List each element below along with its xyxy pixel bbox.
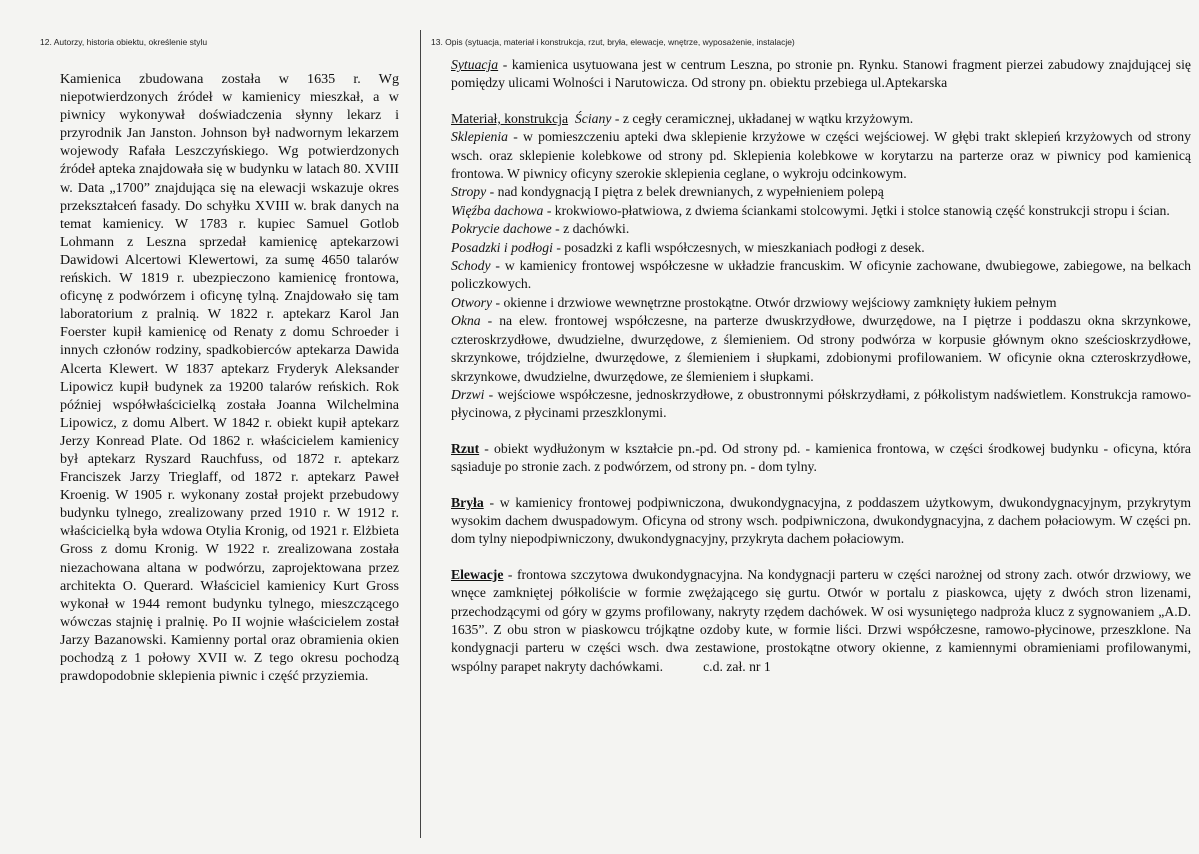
description-header: 13. Opis (sytuacja, materiał i konstrukcja, rzut, bryła, elewacje, wnętrze, wyposażenie, instalacje) [431, 37, 795, 47]
description-body [426, 56, 1191, 676]
material-label: Materiał, konstrukcja [451, 110, 569, 126]
rzut-text: - obiekt wydłużonym w kształcie pn.-pd. Od strony pd. - kamienica frontowa, w części środkowej budynku - oficyna, która sąsiaduje po stronie zach. z podwórzem, od strony pn. - dom tylny. [451, 440, 1191, 475]
schody-label: Schody [451, 258, 491, 274]
description-column [426, 30, 1195, 676]
otwory-label: Otwory [451, 294, 493, 310]
wiezba-text: - krokwiowo-płatwiowa, z dwiema ściankami stolcowymi. Jętki i stolce stanowią część konstrukcji stropu i ścian. [543, 202, 1170, 218]
section-elewacje [451, 566, 1191, 676]
elewacje-label: Elewacje [451, 566, 504, 582]
stropy-text: - nad kondygnacją I piętra z belek drewnianych, z wypełnieniem polepą [486, 184, 884, 200]
document-page [40, 30, 1195, 830]
otwory-text: - okienne i drzwiowe wewnętrzne prostokątne. Otwór drzwiowy wejściowy zamknięty łukiem pełnym [492, 294, 1057, 310]
history-column [40, 30, 408, 685]
elewacje-text: - frontowa szczytowa dwukondygnacyjna. Na kondygnacji parteru w części narożnej od strony zach. otwór drzwiowy, we wnęce zamkniętej półkoliście w formie zwężającego się gurtu. Otwór w portalu z piaskowca, ujęty z dwóch stron lizenami, przechodzącymi od góry w gzyms profilowany, nakryty rzędem dachówek. W osi wysuniętego nadproża klucz z sygnowaniem „A.D. 1635”. Z obu stron w piaskowcu trójkątne ozdoby kute, w formie liści. Drzwi współczesne, ramowo-płycinowe, przeszklone. Na kondygnacji parteru w części wsch. dwa zestawione, prostokątne otwory okienne, z kamiennymi obramieniami profilowanymi, wspólny parapet nakryty dachówkami. [451, 566, 1191, 674]
section-bryla [451, 494, 1191, 549]
stropy-label: Stropy [451, 184, 487, 200]
drzwi-text: - wejściowe współczesne, jednoskrzydłowe, z obustronnymi półskrzydłami, z półkolistym nadświetlem. Konstrukcja ramowo-płycinowa, z płycinami przeszklonymi. [451, 386, 1191, 421]
column-divider [420, 30, 421, 838]
sklepienia-text: - w pomieszczeniu apteki dwa sklepienie krzyżowe w części wejściowej. W głębi trakt sklepień krzyżowych od strony wsch. oraz sklepienie kolebkowe od strony pd. Sklepienia kolebkowe w korytarzu na parterze oraz w piwnicy pod kamienicą frontowa. W piwnicy oficyny szerokie sklepienia ceglane, o wykroju odcinkowym. [451, 129, 1191, 182]
sytuacja-text: - kamienica usytuowana jest w centrum Leszna, po stronie pn. Rynku. Stanowi fragment pierzei zabudowy znajdującej się pomiędzy ulicami Wolności i Narutowicza. Od strony pn. obiektu przebiega ul.Aptekarska [451, 57, 1191, 91]
sciany-label: Ściany [574, 110, 612, 126]
wiezba-label: Więźba dachowa [451, 202, 544, 218]
section-sytuacja [451, 56, 1191, 93]
section-material [451, 110, 1191, 423]
sytuacja-label: Sytuacja [451, 57, 499, 72]
pokrycie-text: - z dachówki. [551, 221, 630, 237]
bryla-label: Bryła [451, 494, 484, 510]
posadzki-text: - posadzki z kafli współczesnych, w mieszkaniach podłogi z desek. [552, 239, 925, 255]
posadzki-label: Posadzki i podłogi [451, 239, 553, 255]
continued-note: c.d. zał. nr 1 [703, 658, 771, 674]
sciany-text: - z cegły ceramicznej, układanej w wątku krzyżowym. [611, 110, 914, 126]
drzwi-label: Drzwi [451, 386, 485, 402]
bryla-text: - w kamienicy frontowej podpiwniczona, dwukondygnacyjna, z poddaszem użytkowym, dwukondygnacyjnym, przykrytym wysokim dachem dwuspadowym. Oficyna od strony wsch. podpiwniczona, dwukondygnacyjna, z dachem połaciowym. W części pn. dom tylny niepodpiwniczony, dwukondygnacyjny, przykryta dachem połaciowym. [451, 494, 1191, 547]
rzut-label: Rzut [451, 440, 480, 456]
pokrycie-label: Pokrycie dachowe [451, 221, 552, 237]
history-header: 12. Autorzy, historia obiektu, określenie stylu [40, 37, 208, 47]
okna-label: Okna [451, 313, 481, 329]
history-text: Kamienica zbudowana została w 1635 r. Wg niepotwierdzonych źródeł w kamienicy mieszkał, a w piwnicy wykonywał doświadczenia słynny lekarz i przyrodnik Jan Janston. Johnson był nadwornym lekarzem wojewody Rafała Leszczyńskiego. Wg potwierdzonych źródeł apteka znajdowała się w budynku w latach 80. XVIII w. Data „1700” znajdująca się na elewacji wskazuje okres przekształceń fasady. Do schyłku XVIII w. brak danych na temat kamienicy. W 1783 r. kupiec Samuel Gotlob Lohmann z Leszna sprzedał kamienicę aptekarzowi Dawidowi Alcertowi Klewertowi, za sumę 4650 talarów reńskich. W 1819 r. ubezpieczono kamienicę frontowa, oficynę z podwórzem i oficynę tylną. Znajdowało się tam laboratorium z pralnią. W 1822 r. aptekarz Karol Jan Foerster kupił kamienicę od Renaty z domu Schroeder i innych członów rodziny, spadkobierców aptekarza Dawida Alcerta Klewert. W 1837 aptekarz Fryderyk Aleksander Lipowicz kupił budynek za 19200 talarów reńskich. Rok później współwłaścicielką została Joanna Wilchelmina Lipowicz, z domu Albert. W 1842 r. obiekt kupił aptekarz Jerzy Konread Plate. Od 1862 r. właścicielem kamienicy był aptekarz Ryszard Rauchfuss, od 1872 r. aptekarz Franciszek Jarzy Trieglaff, od 1872 r. aptekarz Paweł Kroenig. W 1905 r. wykonany został projekt przebudowy budynku tylnego, zrealizowany przed 1910 r. W 1912 r. właścicielką była wdowa Otylia Kronig, od 1921 r. Elżbieta Gross z domu Kronig. W 1922 r. zrealizowana została niezachowana altana w podwórzu, zaprojektowana przez architekta O. Querard. Właściciel kamienicy Kurt Gross wykonał w 1944 remont budynku tylnego, mieszczącego wówczas stajnię i pralnię. Po II wojnie właścicielem został Jarzy Bazanowski. Kamienny portal oraz obramienia okien pochodzą z 1 połowy XVII w. Z tego okresu pochodzą prawdopodobnie sklepienia piwnic i część przyziemia. [60, 71, 399, 685]
sklepienia-label: Sklepienia [451, 129, 509, 145]
okna-text: - na elew. frontowej współczesne, na parterze dwuskrzydłowe, dwurzędowe, na I piętrze i poddaszu okna skrzynkowe, czteroskrzydłowe, dwudzielne, dwurzędowe, z ślemieniem. Od strony podwórza w korpusie głównym okno sześcioskrzydłowe, skrzynkowe, trójdzielne, dwurzędowe, z ślemieniem i słupkami, zdobionymi profilowaniem. W oficynie okna czteroskrzydłowe, skrzynkowe, dwudzielne, dwurzędowe, ze ślemieniem i słupkami. [451, 313, 1191, 384]
section-rzut [451, 440, 1191, 477]
schody-text: - w kamienicy frontowej współczesne w układzie francuskim. W oficynie zachowane, dwubiegowe, zabiegowe, na belkach policzkowych. [451, 258, 1191, 292]
